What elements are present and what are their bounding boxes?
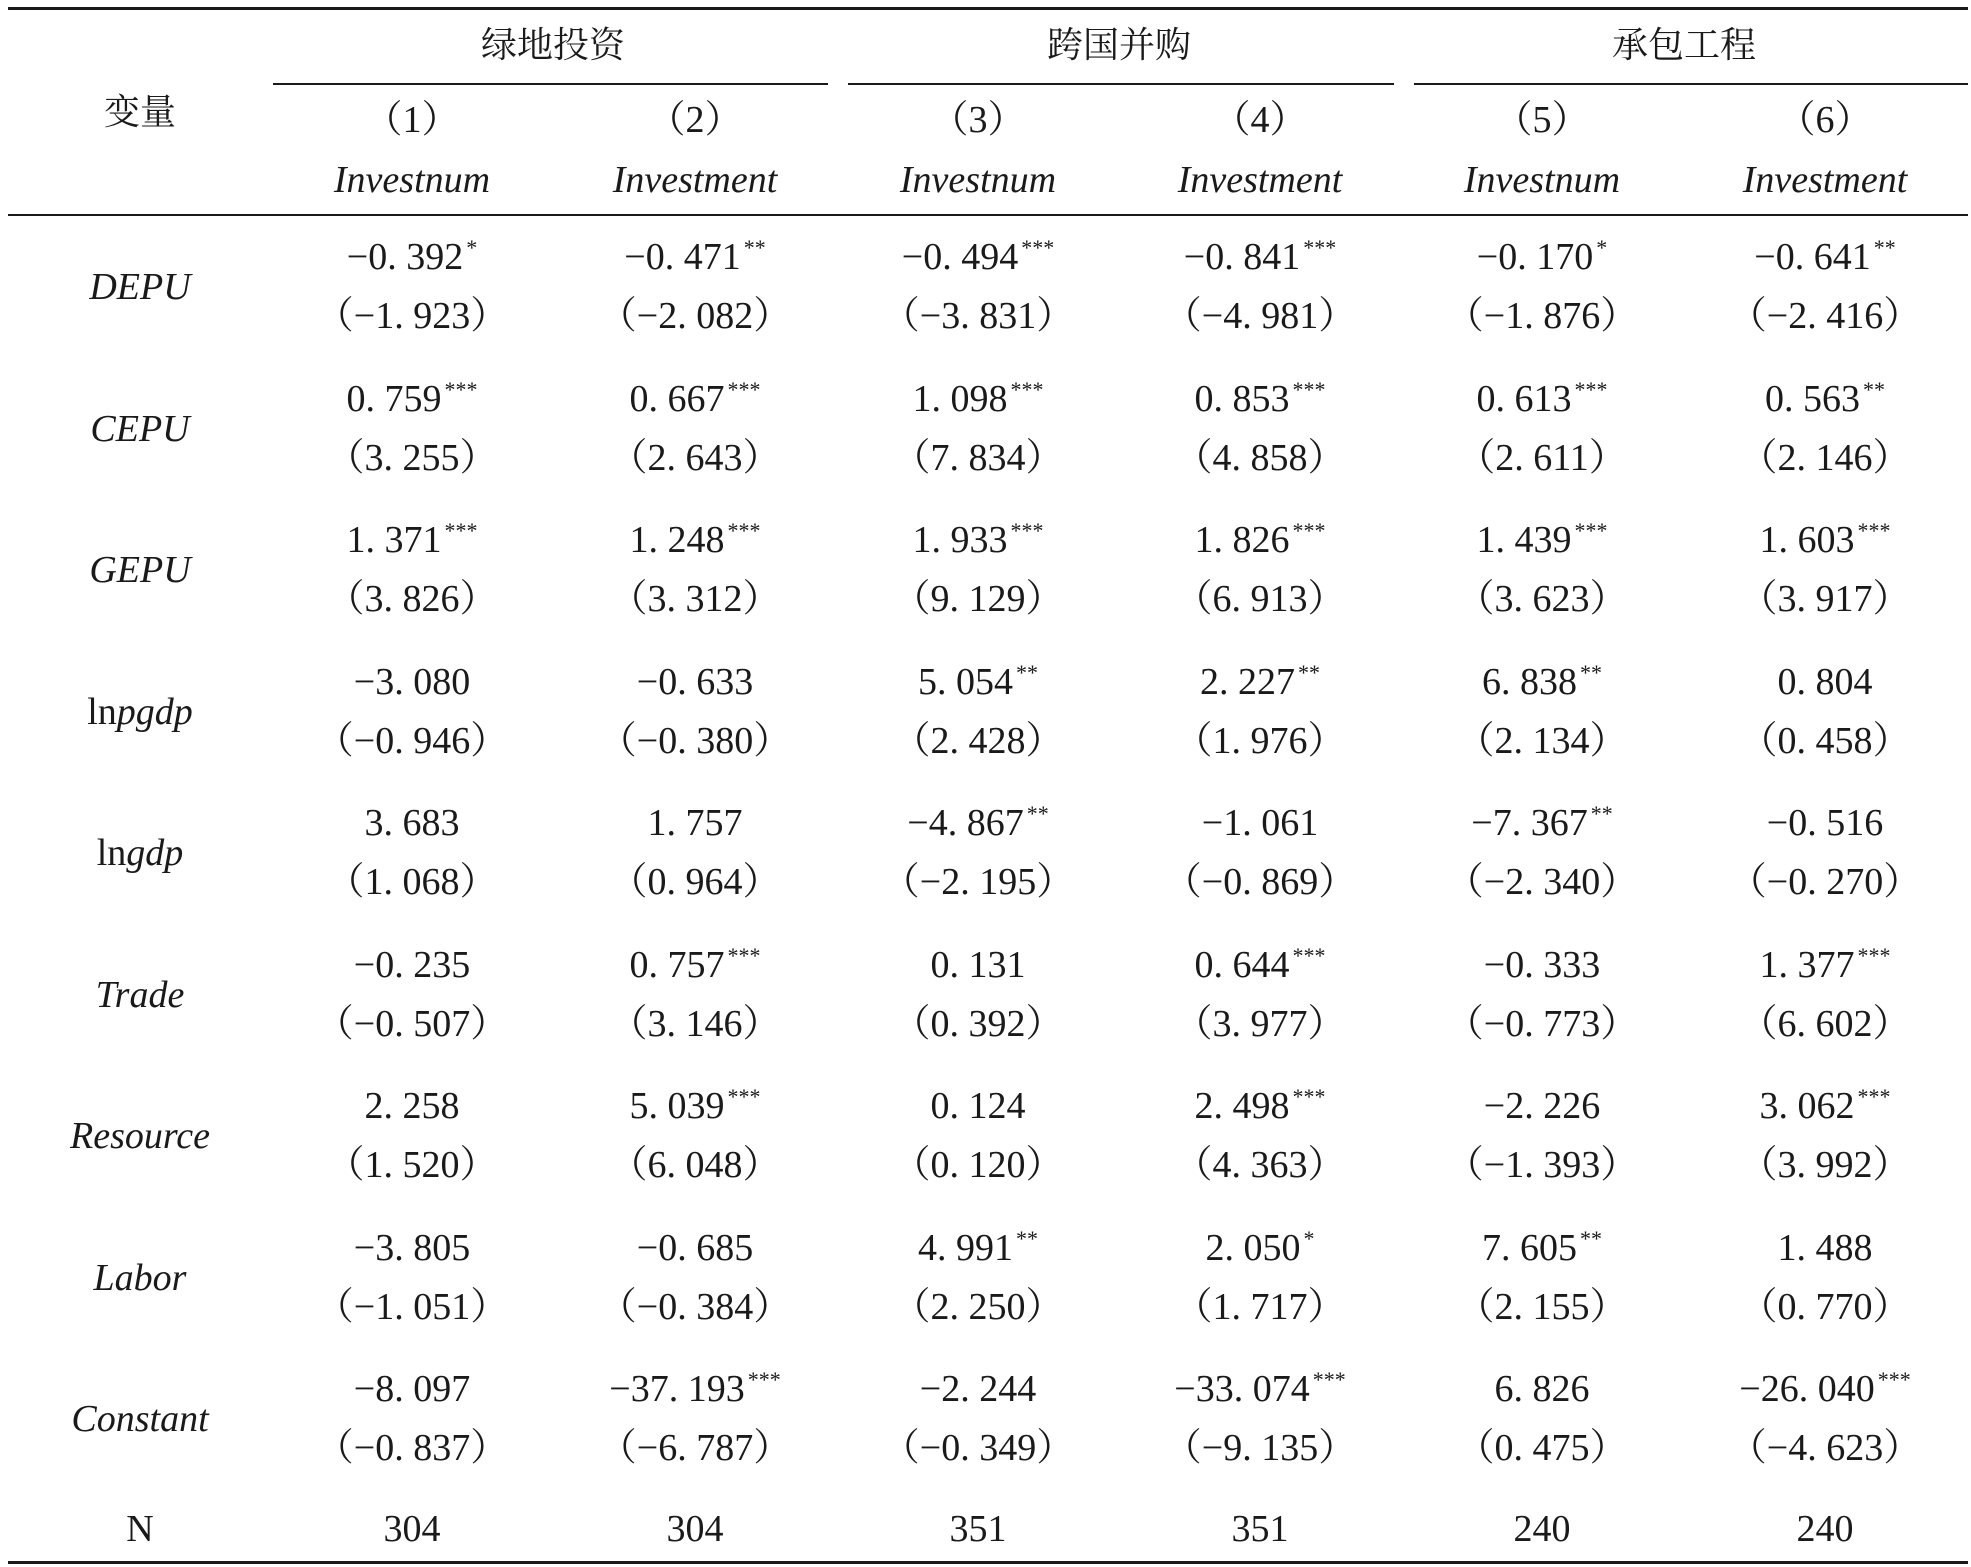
variable-label	[95, 973, 185, 1016]
coefficient	[1476, 376, 1608, 420]
coefficient	[346, 235, 478, 278]
coefficient-value: −2. 226	[1483, 1085, 1601, 1127]
variable-name: CEPU	[90, 407, 190, 450]
coefficient-value: 0. 804	[1777, 660, 1873, 703]
significance-stars: ***	[1574, 376, 1608, 402]
coefficient-value: 3. 062	[1759, 1085, 1855, 1127]
coefficient-value: −26. 040	[1739, 1368, 1875, 1410]
coefficient	[1767, 804, 1883, 842]
variable-name: Trade	[95, 973, 185, 1016]
coefficient-value: 7. 605	[1482, 1226, 1577, 1269]
coefficient-value: 0. 124	[930, 1085, 1026, 1127]
variable-prefix: ln	[87, 690, 117, 733]
column-number: （2）	[647, 99, 743, 141]
coefficient-value: 0. 757	[629, 943, 725, 986]
significance-stars: ***	[1010, 376, 1044, 402]
n-row-value: 240	[1796, 1508, 1854, 1550]
coefficient	[1495, 1370, 1590, 1408]
coefficient-value: −4. 867	[907, 802, 1024, 844]
coefficient-value: 1. 757	[647, 802, 743, 844]
variable-label	[97, 834, 184, 872]
coefficient	[346, 376, 478, 420]
n-row-value: 240	[1513, 1508, 1571, 1550]
t-statistic: （2. 134）	[1456, 719, 1628, 762]
t-statistic: （0. 964）	[609, 861, 781, 903]
coefficient	[907, 801, 1049, 844]
coefficient	[918, 659, 1038, 703]
variable-prefix: ln	[96, 832, 127, 874]
variable-label	[71, 1400, 208, 1438]
coefficient-value: −0. 392	[346, 236, 464, 278]
significance-stars: ***	[1857, 942, 1891, 968]
coefficient-value: 1. 488	[1777, 1226, 1873, 1269]
t-statistic: （3. 977）	[1174, 1002, 1346, 1045]
significance-stars: **	[1298, 659, 1320, 685]
significance-stars: **	[1580, 659, 1602, 685]
significance-stars: **	[1016, 1225, 1038, 1251]
coefficient-value: −0. 471	[624, 236, 741, 278]
t-statistic: （−2. 416）	[1728, 295, 1922, 337]
variable-name: Labor	[93, 1256, 187, 1299]
variable-label	[93, 1256, 187, 1299]
significance-stars: ***	[727, 1084, 761, 1109]
significance-stars: **	[1863, 376, 1885, 402]
coefficient-value: 1. 248	[629, 519, 725, 561]
significance-stars: **	[1590, 801, 1613, 826]
row-header-label: 变量	[103, 92, 177, 133]
t-statistic: （3. 623）	[1456, 578, 1628, 620]
coefficient-value: −1. 061	[1201, 802, 1319, 844]
coefficient	[1759, 1084, 1891, 1127]
t-statistic: （4. 363）	[1174, 1144, 1346, 1186]
variable-label	[87, 690, 193, 733]
variable-label	[89, 268, 190, 306]
coefficient-value: 1. 439	[1476, 519, 1572, 561]
bottom-rule	[8, 1561, 1968, 1564]
coefficient-value: 1. 377	[1759, 943, 1855, 986]
group-header: 承包工程	[1611, 25, 1757, 66]
t-statistic: （1. 717）	[1174, 1285, 1346, 1328]
t-statistic: （6. 602）	[1739, 1002, 1911, 1045]
variable-name: DEPU	[89, 266, 191, 308]
coefficient-value: 4. 991	[918, 1226, 1013, 1269]
t-statistic: （1. 976）	[1174, 719, 1346, 762]
coefficient	[1483, 943, 1601, 986]
coefficient-value: −33. 074	[1174, 1368, 1310, 1410]
t-statistic: （−0. 869）	[1163, 861, 1357, 903]
significance-stars: **	[743, 235, 766, 260]
coefficient-value: −37. 193	[609, 1368, 745, 1410]
coefficient	[1476, 235, 1608, 278]
coefficient-value: 6. 838	[1482, 660, 1577, 703]
coefficient-value: 2. 227	[1200, 660, 1295, 703]
coefficient-value: 0. 759	[346, 377, 442, 420]
significance-stars: **	[1580, 1225, 1602, 1251]
t-statistic: （0. 120）	[892, 1144, 1064, 1186]
t-statistic: （−0. 773）	[1445, 1002, 1639, 1045]
significance-stars: *	[466, 235, 478, 260]
variable-name: gdp	[126, 832, 184, 874]
coefficient	[609, 1367, 781, 1410]
variable-name: Resource	[70, 1115, 210, 1157]
t-statistic: （6. 048）	[609, 1144, 781, 1186]
column-number: （5）	[1494, 99, 1590, 141]
significance-stars: ***	[727, 518, 761, 543]
coefficient-value: 0. 667	[629, 377, 725, 420]
group-header: 绿地投资	[480, 25, 626, 66]
significance-stars: ***	[1292, 1084, 1326, 1109]
t-statistic: （3. 826）	[326, 578, 498, 620]
t-statistic: （−0. 349）	[881, 1427, 1075, 1469]
n-row-value: 304	[666, 1508, 724, 1550]
t-statistic: （0. 392）	[892, 1002, 1064, 1045]
coefficient	[920, 1370, 1036, 1408]
t-statistic: （−3. 831）	[881, 295, 1075, 337]
coefficient	[1482, 659, 1602, 703]
coefficient-value: 0. 853	[1194, 377, 1290, 420]
t-statistic: （3. 992）	[1739, 1144, 1911, 1186]
coefficient	[636, 660, 754, 703]
coefficient	[1194, 942, 1326, 986]
coefficient-value: 0. 644	[1194, 943, 1290, 986]
t-statistic: （−0. 946）	[315, 719, 509, 762]
coefficient	[1482, 1225, 1602, 1269]
coefficient	[1759, 942, 1891, 986]
n-row-value: 351	[1231, 1508, 1289, 1550]
coefficient	[912, 518, 1044, 561]
t-statistic: （−0. 384）	[598, 1285, 792, 1328]
significance-stars: ***	[1292, 518, 1326, 543]
significance-stars: **	[1026, 801, 1049, 826]
coefficient	[365, 1087, 460, 1125]
group-header: 跨国并购	[1046, 25, 1192, 66]
coefficient	[1777, 660, 1873, 703]
significance-stars: ***	[1303, 235, 1337, 260]
variable-name: Constant	[71, 1398, 209, 1440]
coefficient-value: −0. 235	[353, 943, 471, 986]
coefficient	[353, 943, 471, 986]
t-statistic: （4. 858）	[1174, 436, 1346, 479]
variable-label	[89, 551, 190, 589]
coefficient	[346, 518, 478, 561]
t-statistic: （3. 146）	[609, 1002, 781, 1045]
column-number: （4）	[1212, 99, 1308, 141]
significance-stars: ***	[747, 1367, 781, 1392]
header-rule	[8, 214, 1968, 216]
significance-stars: ***	[1857, 1084, 1891, 1109]
coefficient	[629, 376, 761, 420]
dependent-var: Investment	[612, 159, 778, 201]
variable-label	[70, 1117, 210, 1155]
coefficient-value: 2. 498	[1194, 1085, 1290, 1127]
n-row-value: 351	[949, 1508, 1007, 1550]
coefficient	[1200, 659, 1320, 703]
coefficient-value: −0. 633	[636, 660, 754, 703]
variable-name: pgdp	[116, 690, 193, 733]
t-statistic: （2. 428）	[892, 719, 1064, 762]
t-statistic: （−0. 507）	[315, 1002, 509, 1045]
coefficient	[1759, 518, 1891, 561]
coefficient	[1205, 1225, 1315, 1269]
t-statistic: （−9. 135）	[1163, 1427, 1357, 1469]
column-number: （1）	[364, 99, 460, 141]
column-number: （6）	[1777, 99, 1873, 141]
t-statistic: （1. 068）	[326, 861, 498, 903]
coefficient	[1194, 376, 1326, 420]
t-statistic: （2. 146）	[1739, 436, 1911, 479]
t-statistic: （−6. 787）	[598, 1427, 792, 1469]
coefficient-value: 2. 258	[364, 1085, 460, 1127]
coefficient	[918, 1225, 1038, 1269]
coefficient	[648, 804, 743, 842]
n-row-value: 304	[383, 1508, 441, 1550]
variable-label	[90, 407, 190, 450]
t-statistic: （9. 129）	[892, 578, 1064, 620]
coefficient-value: 2. 050	[1205, 1226, 1301, 1269]
coefficient	[1174, 1367, 1346, 1410]
t-statistic: （−1. 876）	[1445, 295, 1639, 337]
t-statistic: （−1. 051）	[315, 1285, 509, 1328]
significance-stars: ***	[1292, 376, 1326, 402]
coefficient-value: 6. 826	[1494, 1368, 1590, 1410]
t-statistic: （1. 520）	[326, 1144, 498, 1186]
coefficient	[1202, 804, 1318, 842]
column-number: （3）	[930, 99, 1026, 141]
coefficient	[1183, 235, 1337, 278]
significance-stars: ***	[1292, 942, 1326, 968]
significance-stars: *	[1596, 235, 1608, 260]
coefficient	[365, 804, 460, 842]
t-statistic: （3. 312）	[609, 578, 781, 620]
coefficient-value: 0. 563	[1765, 377, 1860, 420]
t-statistic: （−2. 340）	[1445, 861, 1639, 903]
significance-stars: **	[1873, 235, 1896, 260]
variable-name: GEPU	[89, 549, 191, 591]
coefficient	[1765, 376, 1885, 420]
coefficient-value: −3. 805	[353, 1226, 471, 1269]
coefficient	[1739, 1367, 1911, 1410]
t-statistic: （2. 155）	[1456, 1285, 1628, 1328]
dependent-var: Investnum	[899, 159, 1057, 201]
significance-stars: ***	[727, 376, 761, 402]
coefficient	[353, 660, 471, 703]
t-statistic: （0. 475）	[1456, 1427, 1628, 1469]
dependent-var: Investnum	[1463, 159, 1621, 201]
coefficient	[629, 942, 761, 986]
coefficient	[1194, 1084, 1326, 1127]
t-statistic: （−0. 380）	[598, 719, 792, 762]
coefficient-value: 5. 039	[629, 1085, 725, 1127]
dependent-var: Investment	[1177, 159, 1343, 201]
t-statistic: （2. 643）	[609, 436, 781, 479]
coefficient-value: 1. 603	[1759, 519, 1855, 561]
t-statistic: （−2. 195）	[881, 861, 1075, 903]
t-statistic: （0. 458）	[1739, 719, 1911, 762]
coefficient-value: 1. 933	[912, 519, 1008, 561]
t-statistic: （−4. 981）	[1163, 295, 1357, 337]
coefficient	[1476, 518, 1608, 561]
coefficient	[1777, 1226, 1873, 1269]
significance-stars: ***	[1574, 518, 1608, 543]
coefficient	[1484, 1087, 1600, 1125]
t-statistic: （7. 834）	[892, 436, 1064, 479]
coefficient-value: −0. 516	[1766, 802, 1884, 844]
top-rule	[8, 7, 1968, 10]
coefficient-value: −2. 244	[919, 1368, 1037, 1410]
dependent-var: Investnum	[333, 159, 491, 201]
group-underline-1	[273, 83, 828, 85]
coefficient	[1471, 801, 1613, 844]
coefficient-value: 1. 826	[1194, 519, 1290, 561]
significance-stars: ***	[1857, 518, 1891, 543]
coefficient-value: −0. 841	[1183, 236, 1301, 278]
significance-stars: ***	[444, 518, 478, 543]
significance-stars: ***	[1021, 235, 1055, 260]
n-row-label: N	[126, 1508, 154, 1550]
significance-stars: ***	[1010, 518, 1044, 543]
t-statistic: （−0. 270）	[1728, 861, 1922, 903]
coefficient-value: 1. 371	[346, 519, 442, 561]
coefficient	[353, 1226, 471, 1269]
dependent-var: Investment	[1742, 159, 1908, 201]
t-statistic: （−2. 082）	[598, 295, 792, 337]
coefficient	[636, 1226, 754, 1269]
coefficient-value: −0. 641	[1754, 236, 1871, 278]
coefficient-value: −8. 097	[353, 1368, 471, 1410]
t-statistic: （−4. 623）	[1728, 1427, 1922, 1469]
t-statistic: （2. 611）	[1457, 436, 1627, 479]
group-underline-3	[1414, 83, 1968, 85]
significance-stars: ***	[727, 942, 761, 968]
coefficient	[931, 1087, 1026, 1125]
coefficient-value: 5. 054	[918, 660, 1013, 703]
coefficient	[629, 1084, 761, 1127]
t-statistic: （0. 770）	[1739, 1285, 1911, 1328]
coefficient	[912, 376, 1044, 420]
coefficient	[930, 943, 1026, 986]
significance-stars: ***	[1312, 1367, 1346, 1392]
coefficient-value: −0. 494	[901, 236, 1019, 278]
t-statistic: （−0. 837）	[315, 1427, 509, 1469]
coefficient	[1194, 518, 1326, 561]
coefficient	[1754, 235, 1896, 278]
t-statistic: （3. 917）	[1739, 578, 1911, 620]
coefficient-value: 0. 613	[1476, 377, 1572, 420]
group-underline-2	[848, 83, 1394, 85]
coefficient	[624, 235, 766, 278]
coefficient-value: 1. 098	[912, 377, 1008, 420]
coefficient-value: −7. 367	[1471, 802, 1588, 844]
t-statistic: （−1. 923）	[315, 295, 509, 337]
significance-stars: **	[1016, 659, 1038, 685]
t-statistic: （3. 255）	[326, 436, 498, 479]
coefficient-value: −0. 333	[1483, 943, 1601, 986]
t-statistic: （6. 913）	[1174, 578, 1346, 620]
significance-stars: *	[1303, 1225, 1315, 1251]
coefficient	[629, 518, 761, 561]
significance-stars: ***	[1877, 1367, 1911, 1392]
coefficient-value: −0. 170	[1476, 236, 1594, 278]
coefficient-value: 0. 131	[930, 943, 1026, 986]
coefficient-value: −3. 080	[353, 660, 471, 703]
significance-stars: ***	[444, 376, 478, 402]
coefficient	[354, 1370, 470, 1408]
t-statistic: （2. 250）	[892, 1285, 1064, 1328]
coefficient-value: −0. 685	[636, 1226, 754, 1269]
coefficient	[901, 235, 1055, 278]
t-statistic: （−1. 393）	[1445, 1144, 1639, 1186]
coefficient-value: 3. 683	[364, 802, 460, 844]
